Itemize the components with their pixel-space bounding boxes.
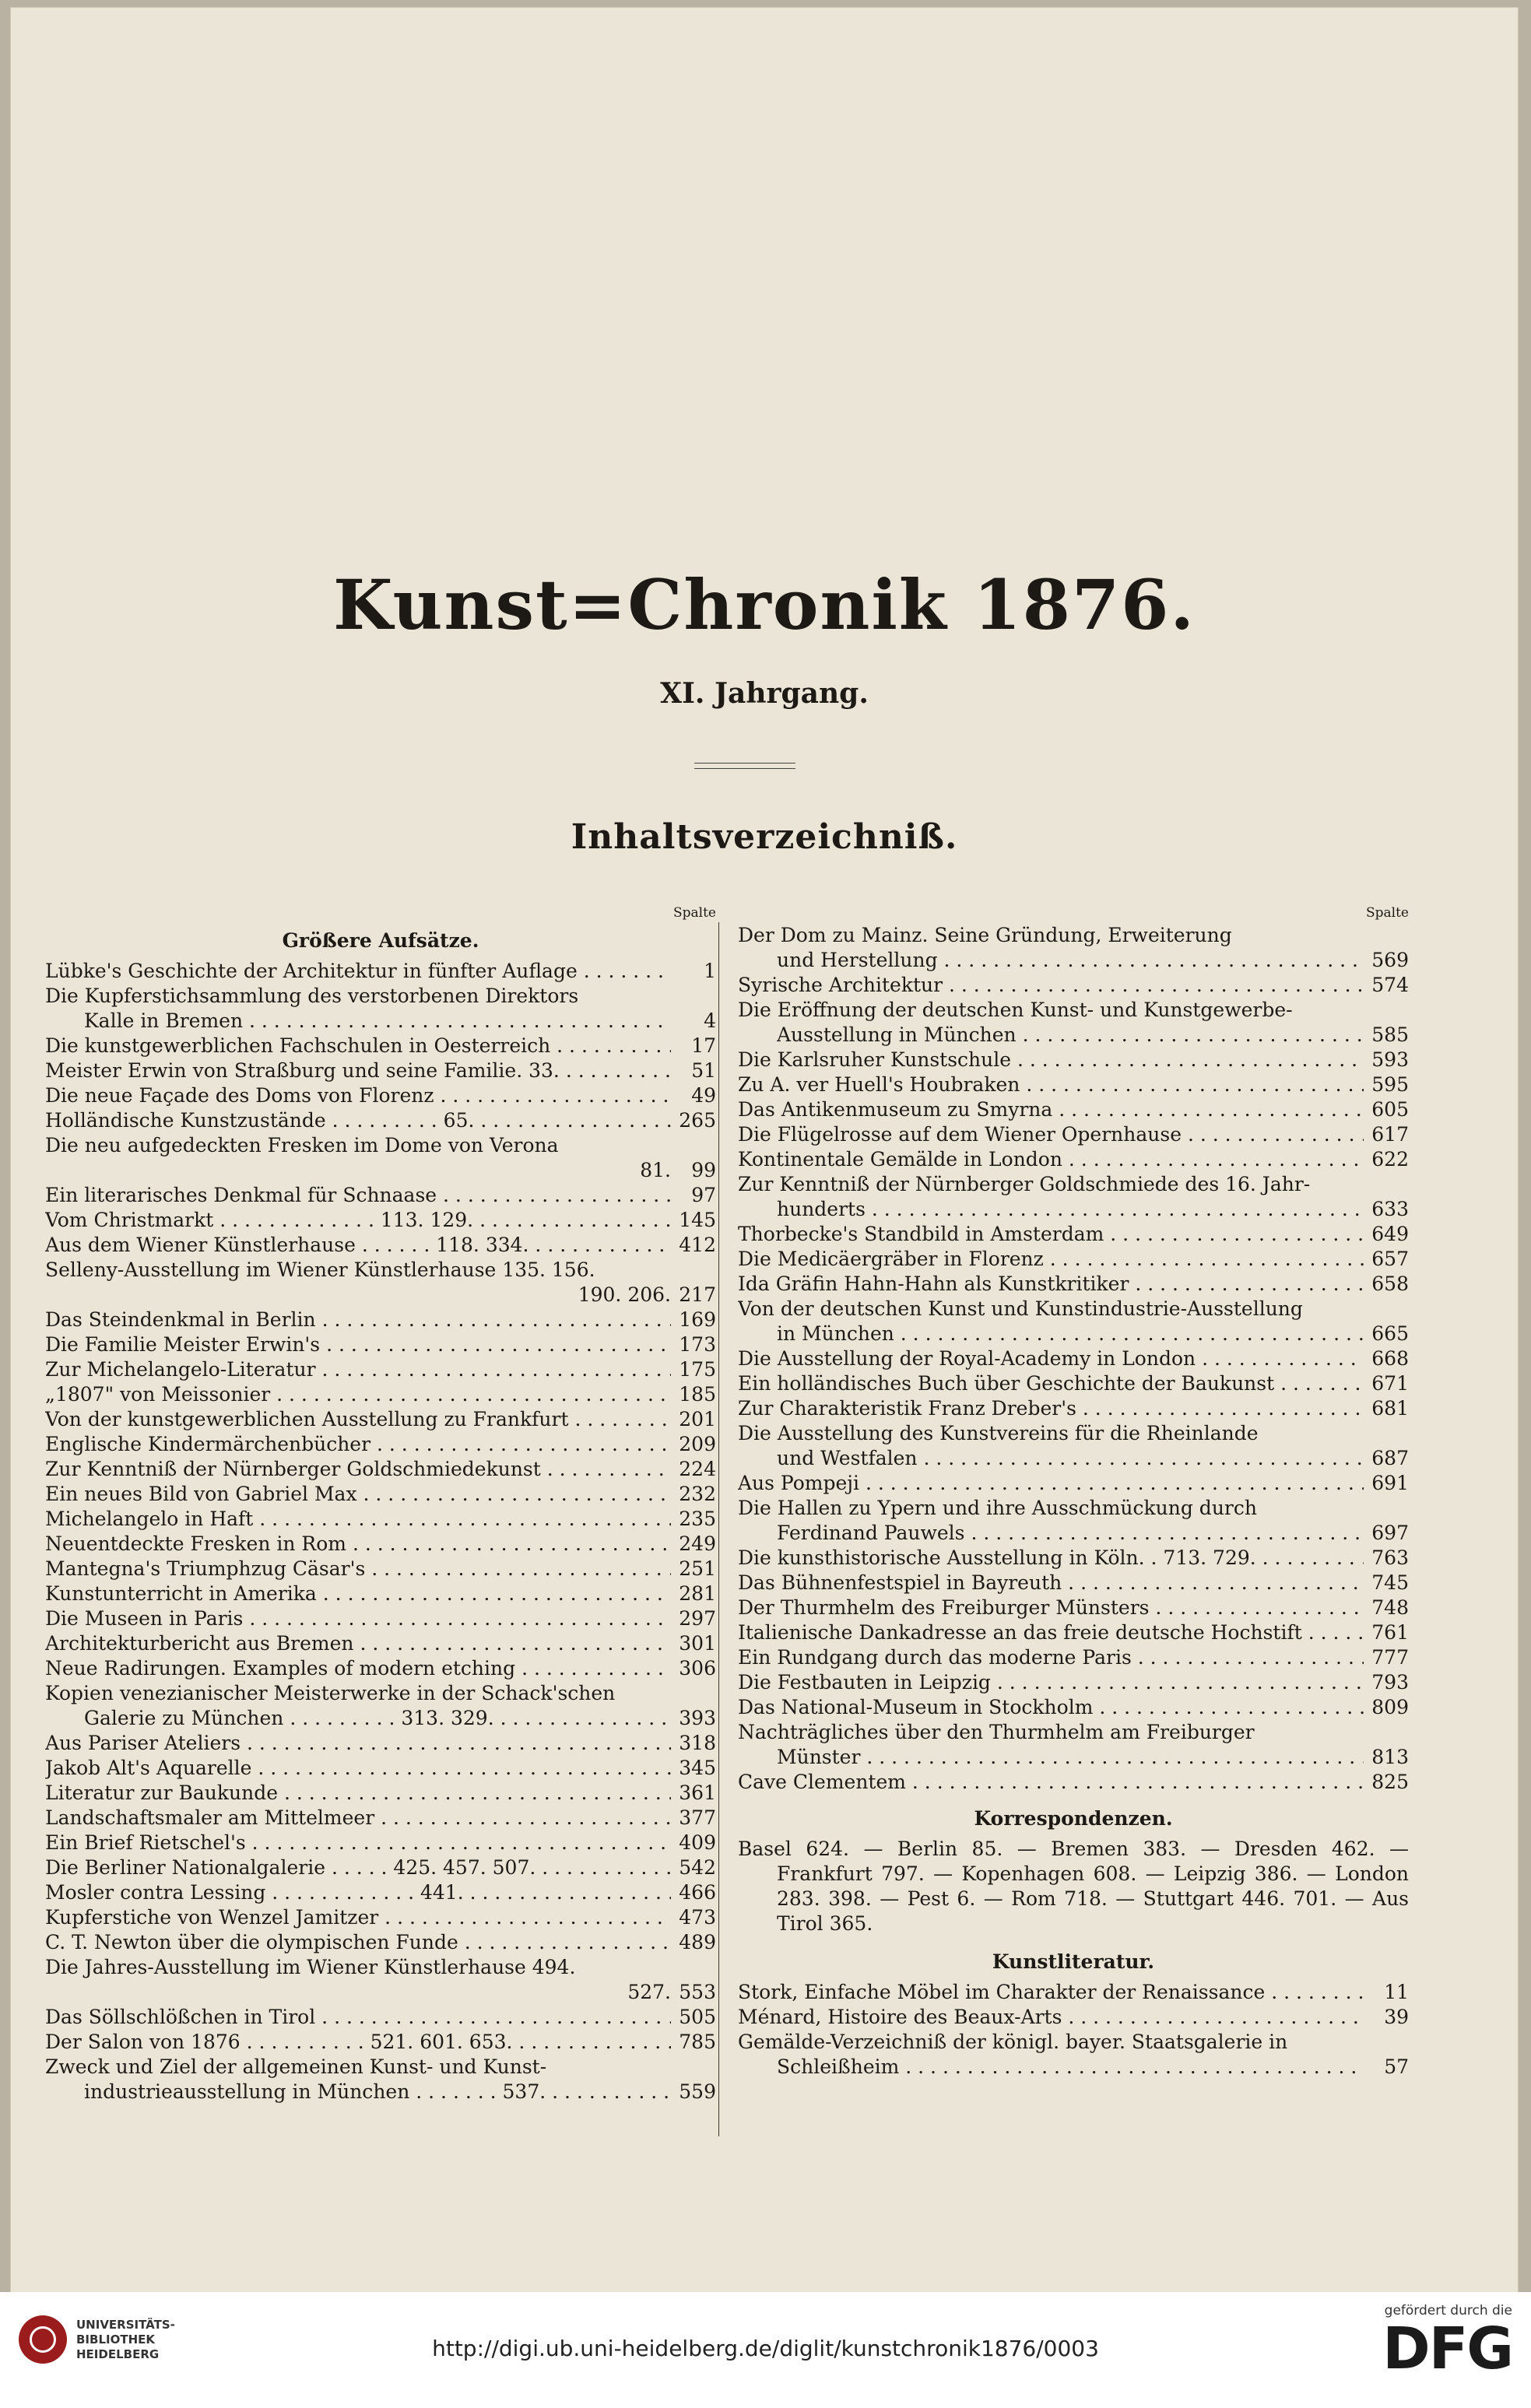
toc-left-entry: [45, 1806, 716, 1831]
section-heading-kunstliteratur: Kunstliteratur.: [992, 1950, 1155, 1973]
toc-left-entry: [45, 1183, 716, 1208]
toc-right-entry: [738, 1620, 1409, 1645]
toc-left-entry-page: 306: [679, 1657, 716, 1680]
scanned-page: [11, 8, 1518, 2292]
toc-left-entry-page: 318: [679, 1732, 716, 1754]
toc-right-entry-title: Die Karlsruher Kunstschule . . .: [738, 1048, 1364, 1072]
toc-left-entry: [45, 1208, 716, 1233]
toc-left-entry-page: 361: [679, 1781, 716, 1804]
toc-left-entry: [45, 1357, 716, 1382]
ornament-divider: [694, 763, 795, 769]
toc-left-entry: [45, 2080, 716, 2104]
toc-left-entry-title: Die kunstgewerblichen Fachschulen in Oesterreich . . .: [45, 1034, 671, 1058]
toc-left-entry: [45, 1656, 716, 1681]
toc-left-entry-page: 49: [691, 1084, 716, 1107]
toc-right-entry: [738, 1247, 1409, 1272]
toc-left-entry: [45, 1034, 716, 1058]
toc-right-entry-page: 748: [1371, 1596, 1409, 1619]
dfg-wordmark: DFG: [1382, 2315, 1512, 2382]
toc-right-entry-title: Cave Clementem . . .: [738, 1770, 1364, 1795]
toc-right-entry-title: Ida Gräfin Hahn-Hahn als Kunstkritiker . . .: [738, 1272, 1364, 1297]
toc-left-entry: [45, 1880, 716, 1905]
toc-right-entry-page: 761: [1371, 1621, 1409, 1644]
toc-right-entry-title: Ein holländisches Buch über Geschichte der Baukunst . . .: [738, 1371, 1364, 1396]
toc-left-entry-title: Die neu aufgedeckten Fresken im Dome von Verona: [45, 1134, 559, 1157]
toc-left-entry-title: 81.: [640, 1159, 671, 1181]
kunstliteratur-entry-page: 11: [1384, 1981, 1409, 2003]
toc-left-entry: [45, 1606, 716, 1631]
toc-right-entry: [738, 1122, 1409, 1147]
toc-left-entry-page: 251: [679, 1557, 716, 1580]
toc-left-entry-title: Zur Kenntniß der Nürnberger Goldschmiedekunst . . .: [45, 1457, 671, 1482]
toc-right-entry-title: Zur Charakteristik Franz Dreber's . . .: [738, 1396, 1364, 1421]
toc-right-entry: [738, 1396, 1409, 1421]
toc-left-entry-title: Die Museen in Paris . . .: [45, 1606, 671, 1631]
toc-left-entry: [45, 1457, 716, 1482]
toc-right-entry: [738, 1770, 1409, 1795]
toc-left-entry-title: Meister Erwin von Straßburg und seine Familie. 33. . . .: [45, 1058, 671, 1083]
toc-left-entry-page: 489: [679, 1931, 716, 1953]
toc-right-entry-page: 605: [1371, 1098, 1409, 1121]
toc-right-entry: [738, 1745, 1409, 1770]
column-divider: [718, 922, 719, 2136]
toc-right-entry: [738, 1297, 1409, 1322]
toc-right-entry-page: 593: [1371, 1048, 1409, 1071]
toc-right-entry-page: 763: [1371, 1546, 1409, 1569]
toc-right-entry: [738, 1147, 1409, 1172]
toc-left-entry-title: C. T. Newton über die olympischen Funde . . .: [45, 1930, 671, 1955]
toc-right-entry-page: 691: [1371, 1472, 1409, 1494]
toc-left-entry-title: Der Salon von 1876 . . . . . . . . . . 521. 601. 653. . . .: [45, 2030, 671, 2055]
toc-left-entry: [45, 1507, 716, 1532]
kunstliteratur-entry-page: 39: [1384, 2006, 1409, 2028]
toc-right-entry: [738, 1571, 1409, 1595]
toc-left-entry-page: 185: [679, 1383, 716, 1406]
toc-left-entry-title: Mosler contra Lessing . . . . . . . . . . . . 441. . . .: [45, 1880, 671, 1905]
funded-by-caption: gefördert durch die: [1384, 2303, 1512, 2318]
toc-right-entry: [738, 1197, 1409, 1222]
toc-right-entry-title: und Westfalen . . .: [777, 1446, 1364, 1471]
toc-left-entry: [45, 1955, 716, 1980]
toc-right-entry: [738, 1546, 1409, 1571]
toc-right-entry-page: 665: [1371, 1322, 1409, 1345]
toc-left-entry: [45, 1382, 716, 1407]
toc-left-entry-title: Kupferstiche von Wenzel Jamitzer . . .: [45, 1905, 671, 1930]
toc-right-entry-page: 574: [1371, 974, 1409, 996]
toc-right-entry-page: 569: [1371, 949, 1409, 971]
kunstliteratur-entries: [738, 1980, 1409, 2080]
toc-left-entry-page: 297: [679, 1607, 716, 1630]
toc-right-entry: [738, 948, 1409, 973]
toc-right-entry: [738, 973, 1409, 998]
toc-left-entry: [45, 2030, 716, 2055]
toc-right-entry-page: 745: [1371, 1571, 1409, 1594]
toc-left-entry-page: 466: [679, 1881, 716, 1904]
toc-left-entry-page: 301: [679, 1632, 716, 1655]
toc-left-entry-page: 265: [679, 1109, 716, 1132]
toc-left-entry-page: 217: [679, 1283, 716, 1306]
toc-left-entry-page: 345: [679, 1757, 716, 1779]
toc-left-entry-page: 173: [679, 1333, 716, 1356]
toc-left-entry: [45, 1083, 716, 1108]
toc-right-entry-title: Ein Rundgang durch das moderne Paris . . .: [738, 1645, 1364, 1670]
toc-right-entry-title: Die Ausstellung der Royal-Academy in London . . .: [738, 1346, 1364, 1371]
toc-left-entry: [45, 1855, 716, 1880]
toc-left-entry-title: Literatur zur Baukunde . . .: [45, 1781, 671, 1806]
toc-right-entry: [738, 923, 1409, 948]
dfg-logo[interactable]: [1382, 2303, 1512, 2382]
toc-right-entry: [738, 1695, 1409, 1720]
kunstliteratur-entry-page: 57: [1384, 2055, 1409, 2078]
toc-right-entry: [738, 1048, 1409, 1072]
toc-left-entry-page: 473: [679, 1906, 716, 1929]
toc-right-entry-title: Ferdinand Pauwels . . .: [777, 1521, 1364, 1546]
toc-left-entry: [45, 1432, 716, 1457]
toc-left-column: [45, 903, 716, 2104]
toc-left-entry-page: 553: [679, 1981, 716, 2003]
toc-right-entry-title: in München . . .: [777, 1322, 1364, 1346]
toc-left-entry: [45, 2005, 716, 2030]
toc-right-column: [738, 903, 1409, 2080]
toc-left-entry-page: 97: [691, 1184, 716, 1206]
toc-left-entry-title: Kopien venezianischer Meisterwerke in der Schack'schen: [45, 1682, 616, 1704]
toc-left-entry-title: industrieausstellung in München . . . . . . . 537. . . .: [84, 2080, 671, 2104]
toc-left-entry-title: Zur Michelangelo-Literatur . . .: [45, 1357, 671, 1382]
toc-left-entry-title: Holländische Kunstzustände . . . . . . . . . 65. . . .: [45, 1108, 671, 1133]
toc-left-entry: [45, 1681, 716, 1706]
toc-left-entry: [45, 984, 716, 1009]
toc-left-entry: [45, 1581, 716, 1606]
toc-left-entry-title: Die neue Façade des Doms von Florenz . . .: [45, 1083, 671, 1108]
toc-right-entries: [738, 923, 1409, 1795]
toc-right-entry-title: Das National-Museum in Stockholm . . .: [738, 1695, 1364, 1720]
toc-left-entry-page: 785: [679, 2031, 716, 2053]
toc-right-entry-title: Zu A. ver Huell's Houbraken . . .: [738, 1072, 1364, 1097]
toc-right-entry: [738, 1421, 1409, 1446]
toc-right-entry-title: Syrische Architektur . . .: [738, 973, 1364, 998]
toc-left-entry-page: 224: [679, 1458, 716, 1480]
toc-right-entry-title: Die Festbauten in Leipzig . . .: [738, 1670, 1364, 1695]
toc-left-entry-title: Vom Christmarkt . . . . . . . . . . . . . 113. 129. . . .: [45, 1208, 671, 1233]
toc-left-entry-title: 527.: [627, 1981, 671, 2003]
toc-right-entry-page: 585: [1371, 1023, 1409, 1046]
university-line-3: HEIDELBERG: [76, 2347, 160, 2361]
source-url-link[interactable]: http://digi.ub.uni-heidelberg.de/diglit/kunstchronik1876/0003: [432, 2336, 1099, 2361]
toc-left-entry: [45, 1133, 716, 1158]
toc-right-entry-title: Der Thurmhelm des Freiburger Münsters . . .: [738, 1595, 1364, 1620]
toc-left-entry-title: Ein literarisches Denkmal für Schnaase . . .: [45, 1183, 671, 1208]
toc-right-entry-page: 793: [1371, 1671, 1409, 1694]
kunstliteratur-entry: [738, 2030, 1409, 2055]
toc-right-entry-title: Thorbecke's Standbild in Amsterdam . . .: [738, 1222, 1364, 1247]
kunstliteratur-entry: [738, 1980, 1409, 2005]
toc-left-entry: [45, 1756, 716, 1781]
toc-left-entry-page: 249: [679, 1532, 716, 1555]
toc-left-entry: [45, 1731, 716, 1756]
kunstliteratur-entry: [738, 2005, 1409, 2030]
toc-left-entry-page: 393: [679, 1707, 716, 1729]
toc-left-entry: [45, 1557, 716, 1581]
toc-left-entry: [45, 1831, 716, 1855]
digitization-footer: [0, 2292, 1531, 2408]
toc-right-entry-title: Die Hallen zu Ypern und ihre Ausschmückung durch: [738, 1497, 1257, 1519]
toc-left-entry-page: 17: [691, 1034, 716, 1057]
toc-title: Inhaltsverzeichniß.: [571, 817, 958, 857]
toc-left-entries: [45, 959, 716, 2104]
toc-right-entry: [738, 1496, 1409, 1521]
toc-left-entry-page: 51: [691, 1059, 716, 1082]
toc-left-entry-title: Selleny-Ausstellung im Wiener Künstlerhause 135. 156.: [45, 1258, 595, 1281]
toc-left-entry-title: Lübke's Geschichte der Architektur in fünfter Auflage . . .: [45, 959, 671, 984]
toc-left-entry: [45, 1332, 716, 1357]
toc-right-entry: [738, 1023, 1409, 1048]
toc-right-entry: [738, 998, 1409, 1023]
toc-left-entry-title: Die Jahres-Ausstellung im Wiener Künstlerhause 494.: [45, 1956, 576, 1978]
toc-left-entry: [45, 1706, 716, 1731]
toc-left-entry-title: Neue Radirungen. Examples of modern etching . . .: [45, 1656, 671, 1681]
toc-left-entry: [45, 1283, 716, 1308]
toc-left-entry-page: 559: [679, 2080, 716, 2103]
toc-right-entry-page: 777: [1371, 1646, 1409, 1669]
toc-left-entry: [45, 959, 716, 984]
toc-right-entry-title: Münster . . .: [777, 1745, 1364, 1770]
toc-left-entry: [45, 1482, 716, 1507]
toc-left-entry-title: 190. 206.: [578, 1283, 671, 1306]
toc-right-entry: [738, 1072, 1409, 1097]
toc-left-entry-title: Die Familie Meister Erwin's . . .: [45, 1332, 671, 1357]
toc-right-entry-page: 809: [1371, 1696, 1409, 1718]
toc-right-entry-page: 681: [1371, 1397, 1409, 1420]
toc-left-entry: [45, 1980, 716, 2005]
toc-left-entry: [45, 1108, 716, 1133]
toc-right-entry: [738, 1645, 1409, 1670]
toc-left-entry-title: Neuentdeckte Fresken in Rom . . .: [45, 1532, 671, 1557]
toc-right-entry-title: Von der deutschen Kunst und Kunstindustrie-Ausstellung: [738, 1297, 1303, 1320]
toc-left-entry: [45, 1407, 716, 1432]
kunstliteratur-entry-title: Schleißheim . . .: [777, 2055, 1364, 2080]
toc-right-entry-page: 622: [1371, 1148, 1409, 1171]
university-line-2: BIBLIOTHEK: [76, 2332, 155, 2347]
korrespondenzen-text: Basel 624. — Berlin 85. — Bremen 383. — Dresden 462. — Frankfurt 797. — Kopenhagen 608. — Leipzig 386. — London 283. 398. — Pest 6. — Rom 718. — Stuttgart 446. 701. — Aus Tirol 365.: [738, 1838, 1409, 1935]
toc-right-entry: [738, 1272, 1409, 1297]
toc-left-entry-title: Mantegna's Triumphzug Cäsar's . . .: [45, 1557, 671, 1581]
toc-left-entry-page: 542: [679, 1856, 716, 1879]
toc-left-entry-title: Michelangelo in Haft . . .: [45, 1507, 671, 1532]
toc-right-entry: [738, 1097, 1409, 1122]
toc-right-entry-page: 671: [1371, 1372, 1409, 1395]
toc-left-entry-title: Aus Pariser Ateliers . . .: [45, 1731, 671, 1756]
toc-left-entry-title: „1807" von Meissonier . . .: [45, 1382, 671, 1407]
toc-left-entry-page: 201: [679, 1408, 716, 1430]
toc-right-entry: [738, 1322, 1409, 1346]
toc-right-entry-title: Die Flügelrosse auf dem Wiener Opernhause . . .: [738, 1122, 1364, 1147]
toc-right-entry-title: Das Antikenmuseum zu Smyrna . . .: [738, 1097, 1364, 1122]
section-heading-korrespondenzen: Korrespondenzen.: [974, 1807, 1173, 1830]
kunstliteratur-entry-title: Ménard, Histoire des Beaux-Arts . . .: [738, 2005, 1364, 2030]
toc-left-entry-page: 175: [679, 1358, 716, 1381]
toc-right-entry: [738, 1222, 1409, 1247]
toc-left-entry-title: Von der kunstgewerblichen Ausstellung zu Frankfurt . . .: [45, 1407, 671, 1432]
toc-right-entry-title: Der Dom zu Mainz. Seine Gründung, Erweiterung: [738, 924, 1232, 946]
spalte-label-right: Spalte: [1366, 905, 1409, 921]
toc-right-entry: [738, 1521, 1409, 1546]
toc-left-entry: [45, 1233, 716, 1258]
toc-left-entry-title: Architekturbericht aus Bremen . . .: [45, 1631, 671, 1656]
toc-left-entry-title: Jakob Alt's Aquarelle . . .: [45, 1756, 671, 1781]
toc-right-entry-title: Zur Kenntniß der Nürnberger Goldschmiede des 16. Jahr-: [738, 1173, 1311, 1195]
toc-right-entry-page: 657: [1371, 1248, 1409, 1270]
toc-right-entry: [738, 1595, 1409, 1620]
toc-left-entry: [45, 1532, 716, 1557]
toc-left-entry-title: Kunstunterricht in Amerika . . .: [45, 1581, 671, 1606]
toc-left-entry-page: 281: [679, 1582, 716, 1605]
toc-left-entry-page: 145: [679, 1209, 716, 1231]
toc-left-entry-page: 412: [679, 1234, 716, 1256]
toc-right-entry-title: hunderts . . .: [777, 1197, 1364, 1222]
toc-right-entry-page: 697: [1371, 1522, 1409, 1544]
toc-left-entry-title: Aus dem Wiener Künstlerhause . . . . . . 118. 334. . . .: [45, 1233, 671, 1258]
toc-left-entry: [45, 1258, 716, 1283]
toc-left-entry-page: 409: [679, 1831, 716, 1854]
toc-left-entry-page: 1: [704, 960, 716, 982]
toc-left-entry-page: 505: [679, 2006, 716, 2028]
toc-left-entry: [45, 1158, 716, 1183]
toc-right-entry-title: Italienische Dankadresse an das freie deutsche Hochstift . . .: [738, 1620, 1364, 1645]
toc-left-entry: [45, 1781, 716, 1806]
toc-right-entry-page: 825: [1371, 1771, 1409, 1793]
toc-left-entry-page: 235: [679, 1508, 716, 1530]
toc-left-entry-title: Ein Brief Rietschel's . . .: [45, 1831, 671, 1855]
toc-right-entry-title: Das Bühnenfestspiel in Bayreuth . . .: [738, 1571, 1364, 1595]
volume-subtitle: XI. Jahrgang.: [660, 677, 869, 710]
toc-right-entry: [738, 1720, 1409, 1745]
toc-right-entry: [738, 1471, 1409, 1496]
toc-right-entry-page: 813: [1371, 1746, 1409, 1768]
kunstliteratur-entry-title: Stork, Einfache Möbel im Charakter der Renaissance . . .: [738, 1980, 1364, 2005]
toc-left-entry: [45, 2055, 716, 2080]
toc-right-entry: [738, 1371, 1409, 1396]
toc-right-entry-title: Nachträgliches über den Thurmhelm am Freiburger: [738, 1721, 1255, 1743]
toc-right-entry-title: und Herstellung . . .: [777, 948, 1364, 973]
page-title: Kunst=Chronik 1876.: [332, 564, 1196, 645]
toc-right-entry-title: Die Eröffnung der deutschen Kunst- und Kunstgewerbe-: [738, 999, 1293, 1021]
spalte-label-left: Spalte: [673, 905, 716, 921]
toc-left-entry-title: Englische Kindermärchenbücher . . .: [45, 1432, 671, 1457]
toc-right-entry: [738, 1172, 1409, 1197]
toc-right-entry-page: 658: [1371, 1272, 1409, 1295]
toc-right-entry-page: 649: [1371, 1223, 1409, 1245]
toc-left-entry-title: Das Söllschlößchen in Tirol . . .: [45, 2005, 671, 2030]
toc-right-entry-title: Aus Pompeji . . .: [738, 1471, 1364, 1496]
kunstliteratur-entry: [738, 2055, 1409, 2080]
toc-right-entry-page: 595: [1371, 1073, 1409, 1096]
section-heading-aufsaetze: Größere Aufsätze.: [282, 929, 479, 952]
toc-left-entry: [45, 1905, 716, 1930]
toc-left-entry-title: Galerie zu München . . . . . . . . . 313. 329. . . .: [84, 1706, 671, 1731]
toc-right-entry-title: Kontinentale Gemälde in London . . .: [738, 1147, 1364, 1172]
toc-right-entry-title: Ausstellung in München . . .: [777, 1023, 1364, 1048]
toc-right-entry: [738, 1670, 1409, 1695]
university-line-1: UNIVERSITÄTS-: [76, 2317, 175, 2332]
toc-right-entry: [738, 1446, 1409, 1471]
toc-left-entry-title: Das Steindenkmal in Berlin . . .: [45, 1308, 671, 1332]
toc-right-entry-page: 687: [1371, 1447, 1409, 1469]
toc-right-entry-page: 617: [1371, 1123, 1409, 1146]
toc-left-entry: [45, 1631, 716, 1656]
toc-right-entry: [738, 1346, 1409, 1371]
toc-left-entry-title: Kalle in Bremen . . .: [84, 1009, 671, 1034]
toc-left-entry: [45, 1058, 716, 1083]
toc-left-entry-title: Zweck und Ziel der allgemeinen Kunst- und Kunst-: [45, 2055, 547, 2078]
toc-right-entry-title: Die Medicäergräber in Florenz . . .: [738, 1247, 1364, 1272]
toc-left-entry-title: Die Berliner Nationalgalerie . . . . . 425. 457. 507. . . .: [45, 1855, 671, 1880]
toc-left-entry: [45, 1930, 716, 1955]
toc-left-entry-page: 4: [704, 1009, 716, 1032]
toc-left-entry-title: Landschaftsmaler am Mittelmeer . . .: [45, 1806, 671, 1831]
toc-left-entry-title: Die Kupferstichsammlung des verstorbenen Direktors: [45, 985, 579, 1007]
kunstliteratur-entry-title: Gemälde-Verzeichniß der königl. bayer. Staatsgalerie in: [738, 2031, 1288, 2053]
toc-left-entry-title: Ein neues Bild von Gabriel Max . . .: [45, 1482, 671, 1507]
toc-left-entry-page: 209: [679, 1433, 716, 1455]
toc-right-entry-title: Die Ausstellung des Kunstvereins für die Rheinlande: [738, 1422, 1259, 1444]
toc-left-entry: [45, 1009, 716, 1034]
toc-right-entry-page: 668: [1371, 1347, 1409, 1370]
toc-right-entry-title: Die kunsthistorische Ausstellung in Köln. . 713. 729. . . .: [738, 1546, 1364, 1571]
toc-left-entry-page: 232: [679, 1483, 716, 1505]
toc-right-entry-page: 633: [1371, 1198, 1409, 1220]
toc-left-entry: [45, 1308, 716, 1332]
toc-left-entry-page: 99: [691, 1159, 716, 1181]
toc-left-entry-page: 169: [679, 1308, 716, 1331]
toc-left-entry-page: 377: [679, 1806, 716, 1829]
